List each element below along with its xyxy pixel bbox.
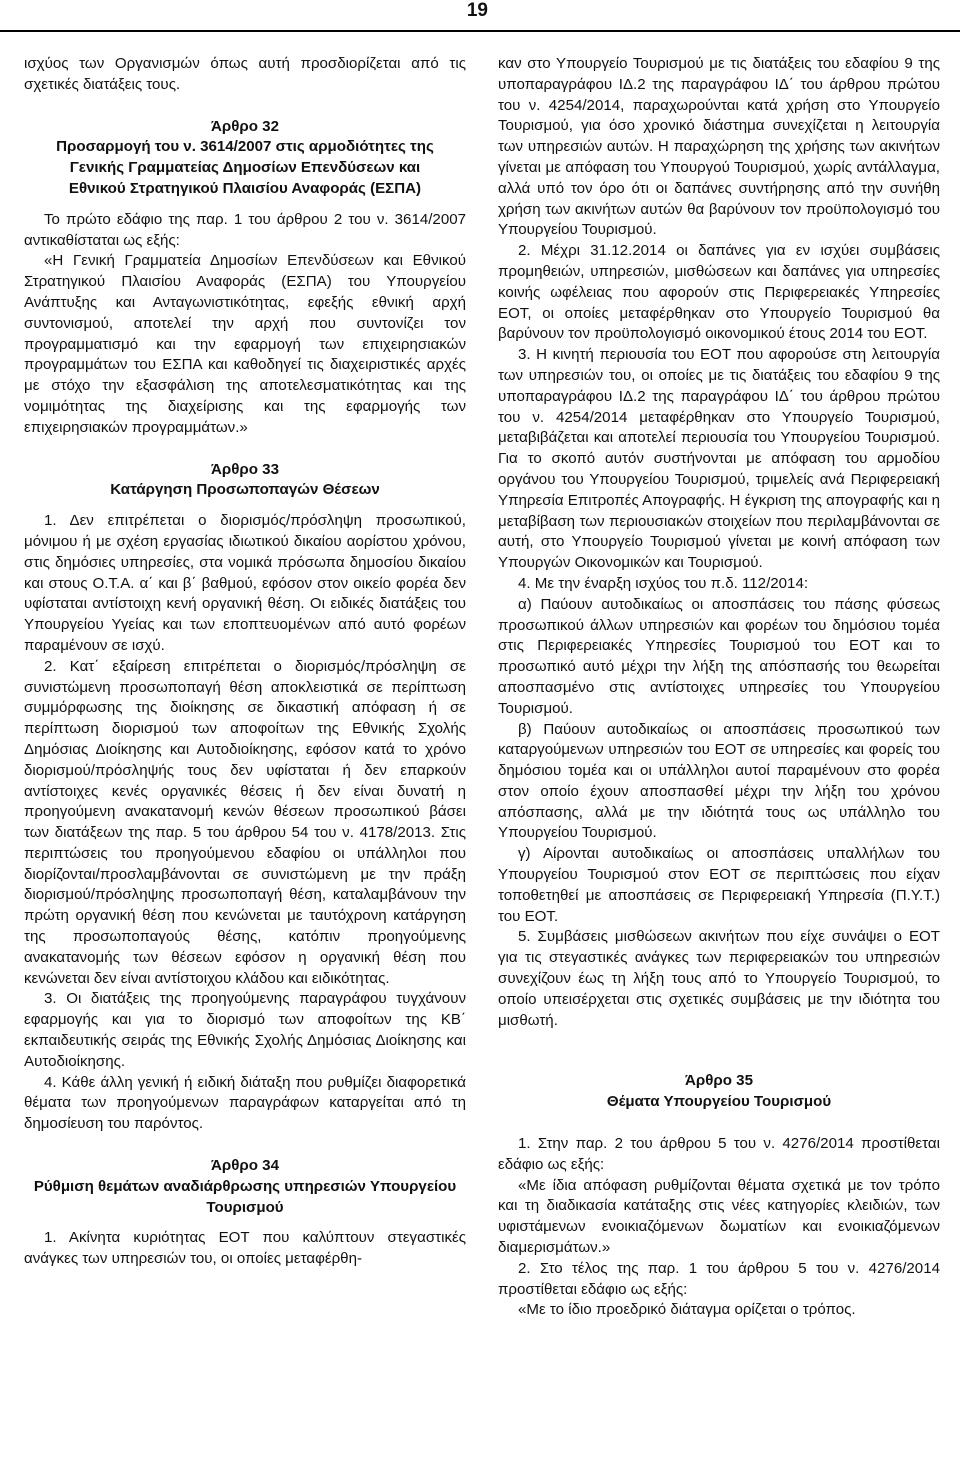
paragraph: «Με το ίδιο προεδρικό διάταγμα ορίζεται ο τρόπος. [518,1301,856,1319]
paragraph: «Η Γενική Γραμματεία Δημοσίων Επενδύσεων και Εθνικού Στρατηγικού Πλαισίου Αναφοράς (ΕΣΠΑ) του Υπουργείου Ανάπτυξης και Ανταγωνιστικότητας, εφεξής εθνική αρχή συντονισμού, αποτελεί την αρχή που συντονίζει τον προγραμματισμό και την εφαρμογή των επιχειρησιακών προγραμμάτων του ΕΣΠΑ και καθοδηγεί τις διαχειριστικές αρχές με στόχο την εξασφάλιση της αποτελεσματικότητας και της νομιμότητας της διαχείρισης και της εφαρμογής των επιχειρησιακών προγραμμάτων.» [24,252,466,436]
article-35-title: Άρθρο 35 [685,1072,753,1090]
left-column [24,54,466,1270]
paragraph: 2. Κατ΄ εξαίρεση επιτρέπεται ο διορισμός/πρόσληψη σε συνιστώμενη προσωποπαγή θέση αποκλειστικά σε περίπτωση συμμόρφωσης της διοίκησης σε δικαστική απόφαση ή σε περίπτωση διορισμού των αποφοίτων της Εθνικής Σχολής Δημόσιας Διοίκησης και Αυτοδιοίκησης, εφόσον κατά το χρόνο διορισμού/πρόσληψής τους δεν υφίσταται ή δεν επαρκούν αντίστοιχες κενές οργανικές θέσεις ή δεν είναι δυνατή η προηγούμενη ανακατανομή κενών θέσεων προσωπικού βάσει των διατάξεων της παρ. 5 του άρθρου 54 του ν. 4178/2013. Στις περιπτώσεις του προηγούμενου εδαφίου οι υπάλληλοι που διορίζονται/προσλαμβάνονται σε συνιστώμενη με την πράξη διορισμού/πρόσληψης προσωποπαγή θέση, καταλαμβάνουν την πρώτη οργανική θέση που κενώνεται με ταυτόχρονη κατάργηση της προσωποπαγούς θέσης, κατόπιν προηγούμενης ανακατανομής των θέσεων εφόσον η οργανική θέση που κενώνεται δεν είναι αντίστοιχου κλάδου και ειδικότητας. [24,657,466,987]
paragraph: 1. Δεν επιτρέπεται ο διορισμός/πρόσληψη προσωπικού, μόνιμου ή με σχέση εργασίας ιδιωτικού δικαίου αορίστου χρόνου, στις δημόσιες υπηρεσίες, στα νομικά πρόσωπα δημοσίου δικαίου και στους Ο.Τ.Α. α΄ και β΄ βαθμού, εφόσον στον οικείο φορέα δεν υφίσταται αντίστοιχη κενή οργανική θέση. Οι ειδικές διατάξεις του Υπουργείου Υγείας και των εποπτευομένων από αυτό φορέων παραμένουν σε ισχύ. [24,512,466,654]
paragraph: Το πρώτο εδάφιο της παρ. 1 του άρθρου 2 του ν. 3614/2007 αντικαθίσταται ως εξής: [24,210,466,249]
paragraph: γ) Αίρονται αυτοδικαίως οι αποσπάσεις υπαλλήλων του Υπουργείου Τουρισμού στον ΕΟΤ σε περιπτώσεις που είχαν τοποθετηθεί με αποσπάσεις σε Περιφερειακή Υπηρεσία (Π.Υ.Τ.) του ΕΟΤ. [498,845,940,925]
paragraph: 4. Κάθε άλλη γενική ή ειδική διάταξη που ρυθμίζει διαφορετικά θέματα των προηγούμενων παραγράφων καταργείται από τη δημοσίευση του παρόντος. [24,1073,466,1133]
article-33-title: Άρθρο 33 [211,460,279,478]
article-34-subtitle: Ρύθμιση θεμάτων αναδιάρθρωσης υπηρεσιών Υπουργείου Τουρισμού [33,1177,457,1216]
paragraph: 1. Στην παρ. 2 του άρθρου 5 του ν. 4276/2014 προστίθεται εδάφιο ως εξής: [498,1135,940,1173]
paragraph: ισχύος των Οργανισμών όπως αυτή προσδιορίζεται από τις σχετικές διατάξεις τους. [24,55,466,93]
paragraph: 4. Με την έναρξη ισχύος του π.δ. 112/2014: [518,574,809,592]
paragraph: α) Παύουν αυτοδικαίως οι αποσπάσεις του πάσης φύσεως προσωπικού άλλων υπηρεσιών και φορέων του δημόσιου τομέα στις Περιφερειακές Υπηρεσίες Τουρισμού του ΕΟΤ και το προσωπικό αυτό μέχρι την λήξη της απόσπασής του θεωρείται αποσπασμένο στις αντίστοιχες υπηρεσίες του Υπουργείου Τουρισμού. [498,595,940,717]
paragraph: καν στο Υπουργείο Τουρισμού με τις διατάξεις του εδαφίου 9 της υποπαραγράφου ΙΔ.2 της παραγράφου ΙΔ΄ του άρθρου πρώτου του ν. 4254/2014, παραχωρούνται κατά χρήση στο Υπουργείο Τουρισμού, για όσο χρονικό διάστημα συνεχίζεται η λειτουργία των υπηρεσιών αυτών. Η παραχώρηση της χρήσης των ακινήτων γίνεται με απόφαση του Υπουργού Τουρισμού, χωρίς αντάλλαγμα, αλλά υπό τον όρο ότι οι δαπάνες συντήρησης από την συνήθη χρήση των ακινήτων αυτών θα βαρύνουν τον προϋπολογισμό του Υπουργείου Τουρισμού. [498,55,940,239]
article-32-title: Άρθρο 32 [211,117,279,135]
paragraph: 2. Μέχρι 31.12.2014 οι δαπάνες για εν ισχύει συμβάσεις προμηθειών, υπηρεσιών, μισθώσεων και δαπάνες για υπηρεσίες κοινής ωφέλειας που αφορούν στις Περιφερειακές Υπηρεσίες ΕΟΤ, οι οποίες μεταφέρθηκαν στο Υπουργείο Τουρισμού θα βαρύνουν τον προϋπολογισμό οικονομικού έτους 2014 του ΕΟΤ. [498,242,940,343]
article-34-title: Άρθρο 34 [211,1157,279,1175]
page-number: 19 [466,0,488,21]
paragraph: 2. Στο τέλος της παρ. 1 του άρθρου 5 του ν. 4276/2014 προστίθεται εδάφιο ως εξής: [498,1259,940,1298]
article-32-subtitle: Προσαρμογή του ν. 3614/2007 στις αρμοδιότητες της Γενικής Γραμματείας Δημοσίων Επενδύσεων και Εθνικού Στρατηγικού Πλαισίου Αναφοράς (ΕΣΠΑ) [56,138,434,197]
paragraph: 3. Οι διατάξεις της προηγούμενης παραγράφου τυγχάνουν εφαρμογής και για το διορισμό των αποφοίτων της ΚΒ΄ εκπαιδευτικής σειράς της Εθνικής Σχολής Δημόσιας Διοίκησης και Αυτοδιοίκησης. [24,990,466,1070]
right-column [498,54,940,1321]
header-rule [0,30,960,32]
paragraph: 1. Ακίνητα κυριότητας ΕΟΤ που καλύπτουν στεγαστικές ανάγκες των υπηρεσιών του, οι οποίες μεταφέρθη- [24,1229,466,1268]
article-33-subtitle: Κατάργηση Προσωποπαγών Θέσεων [110,481,380,499]
paragraph: 5. Συμβάσεις μισθώσεων ακινήτων που είχε συνάψει ο ΕΟΤ για τις στεγαστικές ανάγκες των περιφερειακών του υπηρεσιών συνεχίζουν έως τη λήξη τους από το Υπουργείο Τουρισμού, το οποίο υπεισέρχεται στις σχετικές συμβάσεις με την ιδιότητα του μισθωτή. [498,928,940,1029]
article-35-subtitle: Θέματα Υπουργείου Τουρισμού [606,1093,832,1111]
paragraph: β) Παύουν αυτοδικαίως οι αποσπάσεις προσωπικού των καταργούμενων υπηρεσιών του ΕΟΤ σε υπηρεσίες και φορείς του δημόσιου τομέα και οι υπάλληλοι αυτοί παραμένουν στο φορέα στον οποίο έχουν αποσπασθεί μέχρι την λήξη του χρόνου απόσπασης, αλλά με την ιδιότητά τους ως υπάλληλο του Υπουργείου Τουρισμού. [498,720,940,842]
paragraph: «Με ίδια απόφαση ρυθμίζονται θέματα σχετικά με τον τρόπο και τη διαδικασία κατάταξης στις νέες κατηγορίες κλειδιών, των υφιστάμενων ενοικιαζόμενων δωματίων και ενοικιαζόμενων διαμερισμάτων.» [498,1176,940,1257]
paragraph: 3. Η κινητή περιουσία του ΕΟΤ που αφορούσε στη λειτουργία των υπηρεσιών του, οι οποίες με τις διατάξεις του εδαφίου 9 της υποπαραγράφου ΙΔ.2 της παραγράφου ΙΔ΄ του άρθρου πρώτου του ν. 4254/2014 μεταφέρθηκαν στο Υπουργείο Τουρισμού, μεταβιβάζεται και αποτελεί περιουσία του Υπουργείου Τουρισμού. Για το σκοπό αυτόν συστήνονται με απόφαση του αρμοδίου οργάνου του Υπουργείου Τουρισμού, τριμελείς ανά Περιφερειακή Υπηρεσία Επιτροπές Απογραφής. Η έγκριση της απογραφής και η μεταβίβαση των περιουσιακών στοιχείων που περιλαμβάνονται σε αυτή, στο Υπουργείο Τουρισμού γίνεται με κοινή απόφαση των Υπουργών Οικονομικών και Τουρισμού. [498,346,940,572]
